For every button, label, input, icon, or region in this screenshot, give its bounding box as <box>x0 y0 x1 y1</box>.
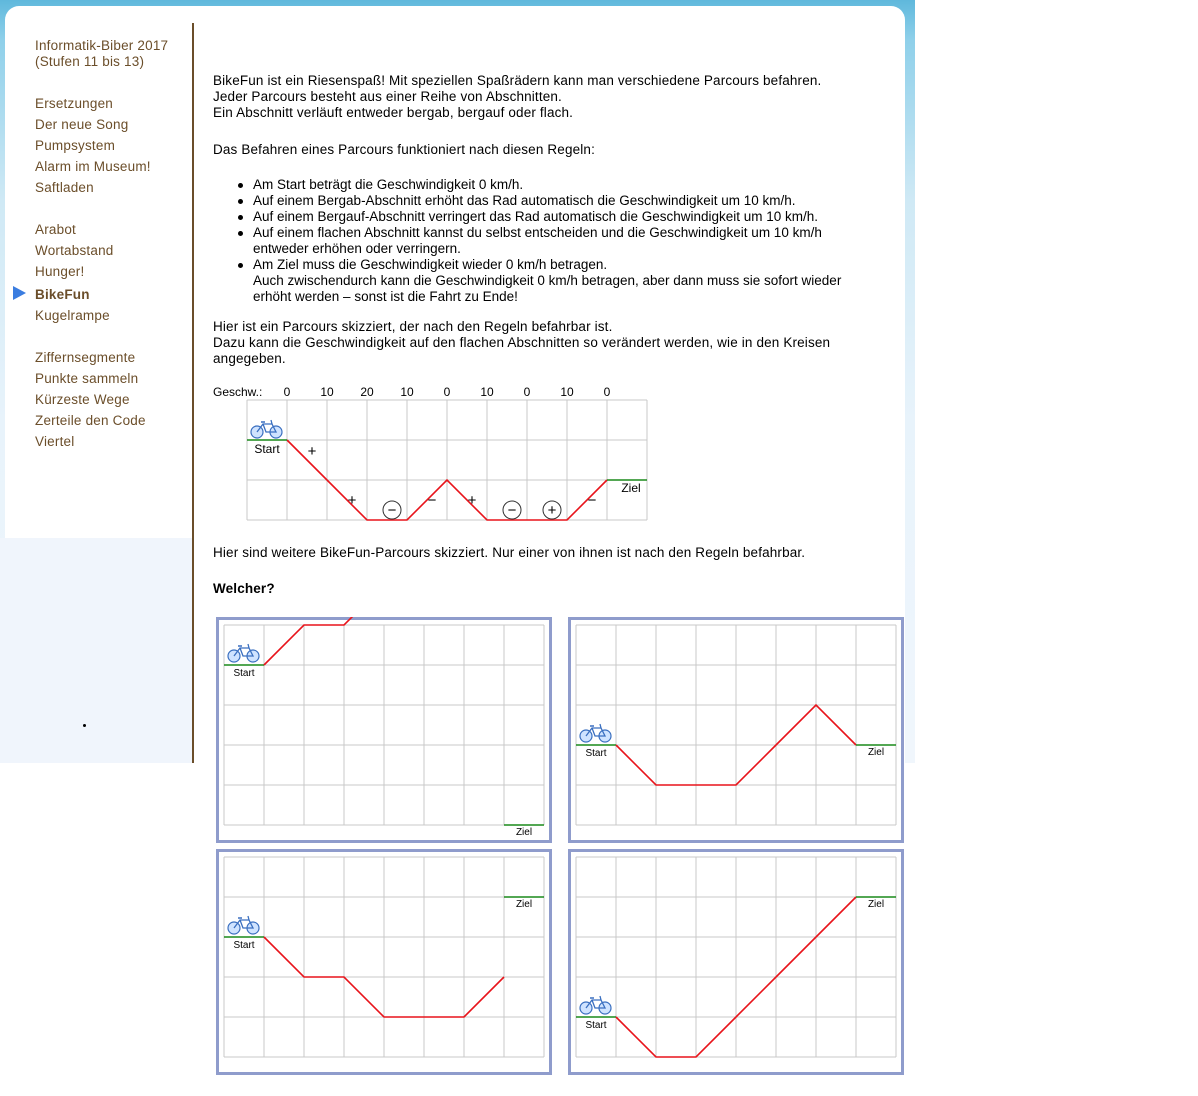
sidebar-item-zerteile-den-code[interactable]: Zerteile den Code <box>35 413 146 428</box>
start-label: Start <box>233 940 255 951</box>
current-task-arrow-icon <box>13 286 26 300</box>
speed-change-mark: − <box>587 492 597 509</box>
end-label: Ziel <box>867 747 885 758</box>
sidebar-item-hunger[interactable]: Hunger! <box>35 264 85 279</box>
speed-value: 10 <box>480 385 494 399</box>
rule-item: Auf einem Bergauf-Abschnitt verringert das Rad automatisch die Geschwindigkeit um 10 km/h. <box>253 209 841 225</box>
sidebar-item-kugelrampe[interactable]: Kugelrampe <box>35 308 110 323</box>
sidebar-subtitle: (Stufen 11 bis 13) <box>35 54 145 69</box>
start-label: Start <box>233 668 255 679</box>
more-parcours-text: Hier sind weitere BikeFun-Parcours skizziert. Nur einer von ihnen ist nach den Regeln befahrbar. <box>213 545 806 560</box>
speed-value: 10 <box>400 385 414 399</box>
rule-item: Auf einem Bergab-Abschnitt erhöht das Rad automatisch die Geschwindigkeit um 10 km/h. <box>253 193 841 209</box>
sidebar-item-ziffernsegmente[interactable]: Ziffernsegmente <box>35 350 136 365</box>
speed-change-mark: − <box>507 502 517 519</box>
sidebar-item-alarm-im-museum[interactable]: Alarm im Museum! <box>35 159 151 174</box>
example-parcours <box>205 380 665 530</box>
rule-item: Am Ziel muss die Geschwindigkeit wieder 0 km/h betragen. Auch zwischendurch kann die Geschwindigkeit 0 km/h betragen, aber dann muss sie sofort wieder erhöht werden – sonst ist die Fahrt zu Ende! <box>253 257 841 305</box>
speed-change-mark: + <box>347 492 357 509</box>
sidebar-item-viertel[interactable]: Viertel <box>35 434 75 449</box>
speed-change-mark: + <box>307 443 317 460</box>
sidebar-item-ersetzungen[interactable]: Ersetzungen <box>35 96 113 111</box>
rule-item: Auf einem flachen Abschnitt kannst du selbst entscheiden und die Geschwindigkeit um 10 km/h entweder erhöhen oder verringern. <box>253 225 841 257</box>
example-line-1: Hier ist ein Parcours skizziert, der nach den Regeln befahrbar ist. <box>213 319 613 334</box>
intro-line-3: Ein Abschnitt verläuft entweder bergab, bergauf oder flach. <box>213 105 574 120</box>
bicycle-icon <box>251 420 282 438</box>
start-label: Start <box>585 1020 607 1031</box>
question: Welcher? <box>213 581 275 596</box>
sidebar-item-kuerzeste-wege[interactable]: Kürzeste Wege <box>35 392 130 407</box>
sidebar-item-pumpsystem[interactable]: Pumpsystem <box>35 138 116 153</box>
start-label: Start <box>585 748 607 759</box>
speed-value: 0 <box>443 385 451 399</box>
speed-value: 10 <box>320 385 334 399</box>
speed-change-mark: − <box>427 492 437 509</box>
decorative-dot <box>83 724 86 727</box>
start-label: Start <box>254 442 280 456</box>
end-label: Ziel <box>621 481 641 495</box>
sidebar-item-bikefun[interactable]: BikeFun <box>35 287 90 302</box>
example-line-3: angegeben. <box>213 351 286 366</box>
speed-change-mark: − <box>387 502 397 519</box>
sidebar-item-saftladen[interactable]: Saftladen <box>35 180 94 195</box>
speed-value: 0 <box>603 385 611 399</box>
answer-option-d[interactable] <box>568 849 904 1075</box>
sidebar-item-wortabstand[interactable]: Wortabstand <box>35 243 114 258</box>
sidebar-item-der-neue-song[interactable]: Der neue Song <box>35 117 129 132</box>
intro-line-1: BikeFun ist ein Riesenspaß! Mit speziellen Spaßrädern kann man verschiedene Parcours befahren. <box>213 73 822 88</box>
answer-option-a[interactable] <box>216 617 552 843</box>
rules-intro: Das Befahren eines Parcours funktioniert nach diesen Regeln: <box>213 142 595 157</box>
speed-value: 0 <box>283 385 291 399</box>
speed-value: 20 <box>360 385 374 399</box>
end-label: Ziel <box>515 899 533 910</box>
speed-change-mark: + <box>547 502 557 519</box>
speed-change-mark: + <box>467 492 477 509</box>
rule-item: Am Start beträgt die Geschwindigkeit 0 km/h. <box>253 177 841 193</box>
answer-option-b[interactable] <box>568 617 904 843</box>
intro-line-2: Jeder Parcours besteht aus einer Reihe von Abschnitten. <box>213 89 562 104</box>
speed-value: 0 <box>523 385 531 399</box>
end-label: Ziel <box>867 899 885 910</box>
answer-option-c[interactable] <box>216 849 552 1075</box>
speed-label: Geschw.: <box>213 385 263 399</box>
sidebar-divider <box>192 23 194 763</box>
rules-list <box>253 177 841 305</box>
sidebar-title: Informatik-Biber 2017 <box>35 38 169 53</box>
speed-value: 10 <box>560 385 574 399</box>
sidebar-item-punkte-sammeln[interactable]: Punkte sammeln <box>35 371 139 386</box>
end-label: Ziel <box>515 827 533 838</box>
example-line-2: Dazu kann die Geschwindigkeit auf den flachen Abschnitten so verändert werden, wie in den Kreisen <box>213 335 831 350</box>
sidebar-background <box>0 538 193 763</box>
sidebar-item-arabot[interactable]: Arabot <box>35 222 76 237</box>
